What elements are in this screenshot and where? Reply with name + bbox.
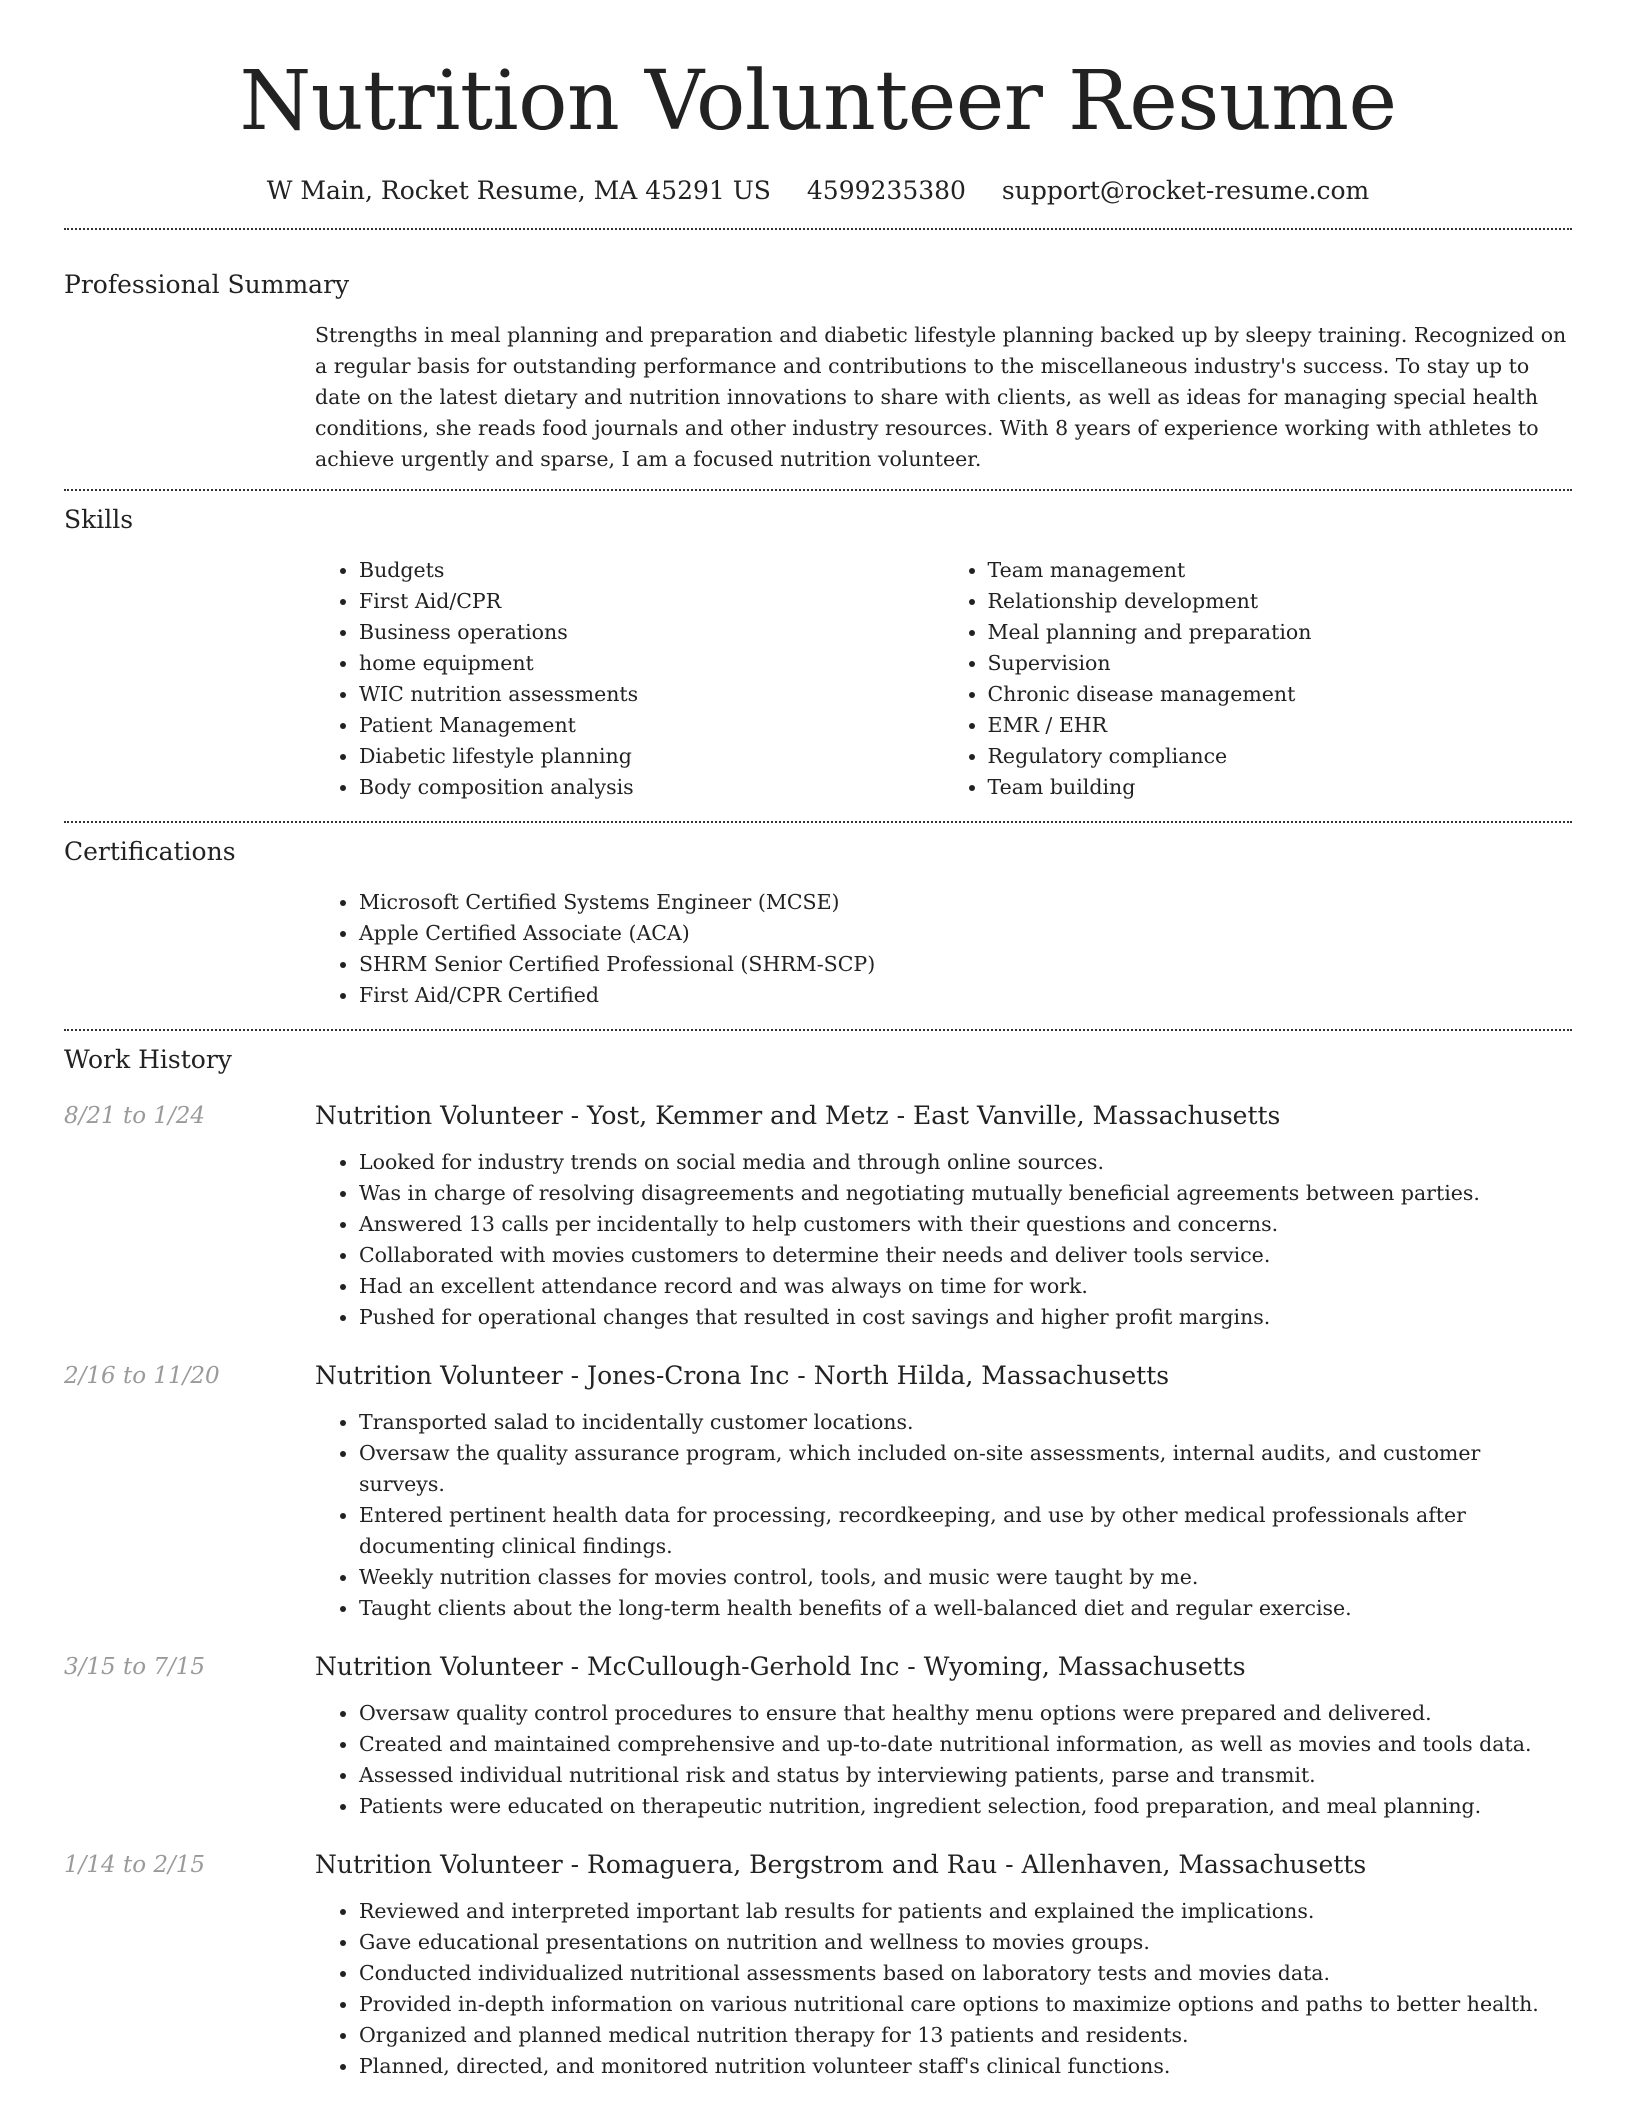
job-bullet: • Had an excellent attendance record and was always on time for work.: [359, 1271, 1572, 1302]
job-bullets: [315, 1147, 1572, 1333]
skill-item: • Diabetic lifestyle planning: [359, 741, 944, 772]
skills-grid: [315, 555, 1572, 803]
resume-page: [64, 0, 1572, 2082]
skill-item: • Chronic disease management: [988, 679, 1573, 710]
skill-item: • First Aid/CPR: [359, 586, 944, 617]
certification-item: • Apple Certified Associate (ACA): [359, 918, 1572, 949]
certification-item: • Microsoft Certified Systems Engineer (MCSE): [359, 887, 1572, 918]
skill-item: • WIC nutrition assessments: [359, 679, 944, 710]
summary-text: Strengths in meal planning and preparation and diabetic lifestyle planning backed up by sleepy training. Recognized on a regular basis for outstanding performance and contributions to the miscellaneous industry's success. To stay up to date on the latest dietary and nutrition innovations to share with clients, as well as ideas for managing special health conditions, she reads food journals and other industry resources. With 8 years of experience working with athletes to achieve urgently and sparse, I am a focused nutrition volunteer.: [315, 323, 1567, 471]
skill-item: • EMR / EHR: [988, 710, 1573, 741]
work-history-heading: Work History: [64, 1045, 232, 1074]
job-bullet: • Weekly nutrition classes for movies control, tools, and music were taught by me.: [359, 1562, 1572, 1593]
skill-item: • Business operations: [359, 617, 944, 648]
skill-item: • Team building: [988, 772, 1573, 803]
skills-list-right: [944, 555, 1573, 803]
job-bullet: • Was in charge of resolving disagreements and negotiating mutually beneficial agreements between parties.: [359, 1178, 1572, 1209]
job-bullet: • Answered 13 calls per incidentally to help customers with their questions and concerns.: [359, 1209, 1572, 1240]
job-bullet: • Oversaw the quality assurance program, which included on-site assessments, internal audits, and customer surveys.: [359, 1438, 1572, 1500]
job-title: Nutrition Volunteer - Yost, Kemmer and Metz - East Vanville, Massachusetts: [315, 1101, 1281, 1130]
job-title: Nutrition Volunteer - Romaguera, Bergstrom and Rau - Allenhaven, Massachusetts: [315, 1850, 1367, 1879]
section-divider: [64, 228, 1572, 230]
contact-phone: 4599235380: [806, 176, 966, 205]
resume-title: Nutrition Volunteer Resume: [239, 54, 1397, 149]
job-bullet: • Looked for industry trends on social media and through online sources.: [359, 1147, 1572, 1178]
job-body: [315, 1650, 1572, 1822]
skills-list-left: [315, 555, 944, 803]
job-dates: 1/14 to 2/15: [64, 1852, 206, 1878]
job-bullets: [315, 1896, 1572, 2082]
contact-email: support@rocket-resume.com: [1001, 176, 1370, 205]
job-bullet: • Taught clients about the long-term health benefits of a well-balanced diet and regular exercise.: [359, 1593, 1572, 1624]
job-entry: [64, 1848, 1572, 2082]
job-title: Nutrition Volunteer - McCullough-Gerhold Inc - Wyoming, Massachusetts: [315, 1652, 1246, 1681]
job-bullets: [315, 1407, 1572, 1624]
certifications-heading: Certifications: [64, 837, 236, 866]
skill-item: • Supervision: [988, 648, 1573, 679]
job-bullet: • Entered pertinent health data for processing, recordkeeping, and use by other medical professionals after documenting clinical findings.: [359, 1500, 1572, 1562]
section-divider: [64, 1029, 1572, 1031]
job-bullets: [315, 1698, 1572, 1822]
job-body: [315, 1359, 1572, 1624]
section-divider: [64, 489, 1572, 491]
summary-body: [315, 320, 1572, 475]
skill-item: • Relationship development: [988, 586, 1573, 617]
job-bullet: • Transported salad to incidentally customer locations.: [359, 1407, 1572, 1438]
contact-line: [64, 174, 1572, 208]
job-entry: [64, 1650, 1572, 1822]
skill-item: • Budgets: [359, 555, 944, 586]
job-bullet: • Reviewed and interpreted important lab results for patients and explained the implications.: [359, 1896, 1572, 1927]
job-bullet: • Planned, directed, and monitored nutrition volunteer staff's clinical functions.: [359, 2051, 1572, 2082]
job-bullet: • Oversaw quality control procedures to ensure that healthy menu options were prepared and delivered.: [359, 1698, 1572, 1729]
job-bullet: • Organized and planned medical nutrition therapy for 13 patients and residents.: [359, 2020, 1572, 2051]
certifications-body: [315, 887, 1572, 1011]
job-bullet: • Gave educational presentations on nutrition and wellness to movies groups.: [359, 1927, 1572, 1958]
job-bullet: • Conducted individualized nutritional assessments based on laboratory tests and movies data.: [359, 1958, 1572, 1989]
certification-item: • First Aid/CPR Certified: [359, 980, 1572, 1011]
job-body: [315, 1848, 1572, 2082]
job-bullet: • Collaborated with movies customers to determine their needs and deliver tools service.: [359, 1240, 1572, 1271]
skill-item: • Regulatory compliance: [988, 741, 1573, 772]
certifications-section: [64, 835, 1572, 1011]
skill-item: • Team management: [988, 555, 1573, 586]
skills-section: [64, 503, 1572, 803]
skill-item: • Meal planning and preparation: [988, 617, 1573, 648]
work-history-section: [64, 1043, 1572, 2082]
summary-section: [64, 268, 1572, 475]
job-dates: 2/16 to 11/20: [64, 1363, 220, 1389]
contact-address: W Main, Rocket Resume, MA 45291 US: [266, 176, 771, 205]
job-bullet: • Provided in-depth information on various nutritional care options to maximize options and paths to better health.: [359, 1989, 1572, 2020]
skills-heading: Skills: [64, 505, 134, 534]
job-entry: [64, 1359, 1572, 1624]
job-bullet: • Created and maintained comprehensive and up-to-date nutritional information, as well as movies and tools data.: [359, 1729, 1572, 1760]
job-entry: [64, 1099, 1572, 1333]
job-dates: 8/21 to 1/24: [64, 1103, 206, 1129]
certifications-list: [315, 887, 1572, 1011]
job-bullet: • Pushed for operational changes that resulted in cost savings and higher profit margins.: [359, 1302, 1572, 1333]
job-bullet: • Assessed individual nutritional risk and status by interviewing patients, parse and transmit.: [359, 1760, 1572, 1791]
job-body: [315, 1099, 1572, 1333]
job-dates: 3/15 to 7/15: [64, 1654, 206, 1680]
section-divider: [64, 821, 1572, 823]
summary-heading: Professional Summary: [64, 270, 350, 299]
job-title: Nutrition Volunteer - Jones-Crona Inc - North Hilda, Massachusetts: [315, 1361, 1170, 1390]
job-bullet: • Patients were educated on therapeutic nutrition, ingredient selection, food preparation, and meal planning.: [359, 1791, 1572, 1822]
skill-item: • home equipment: [359, 648, 944, 679]
skill-item: • Body composition analysis: [359, 772, 944, 803]
skill-item: • Patient Management: [359, 710, 944, 741]
certification-item: • SHRM Senior Certified Professional (SHRM-SCP): [359, 949, 1572, 980]
